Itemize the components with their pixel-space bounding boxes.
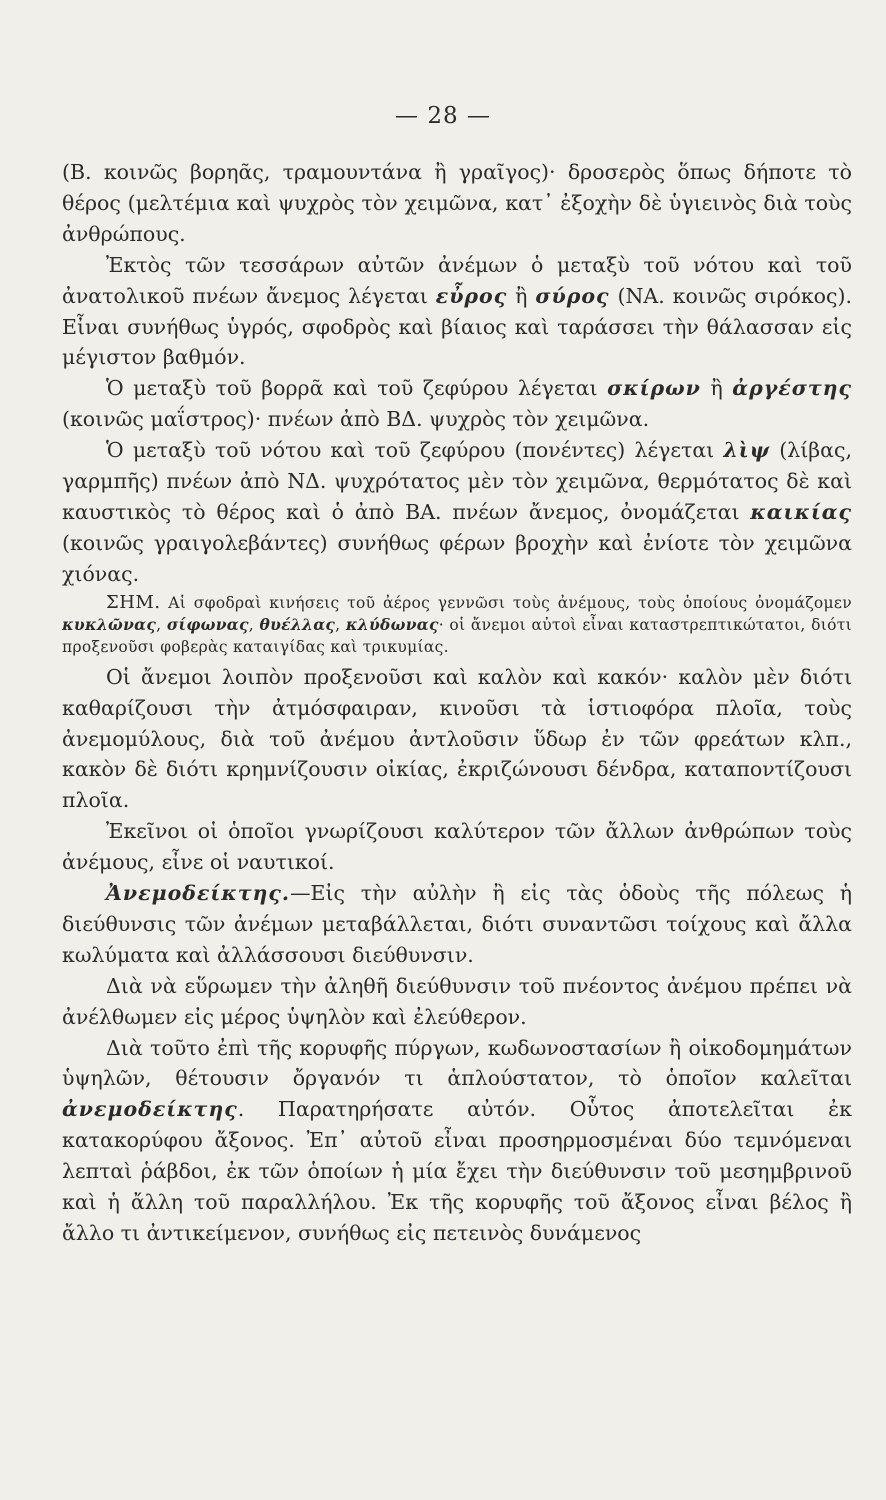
paragraph-text: ἢ <box>507 283 536 308</box>
footnote <box>62 592 852 658</box>
note-text-segment: , <box>335 615 346 634</box>
paragraph-p5 <box>62 662 852 817</box>
bold-term: καικίας <box>750 499 852 524</box>
paragraph-p2 <box>62 250 852 374</box>
note-text-segment: , <box>156 615 167 634</box>
paragraph-text: . Παρατηρήσατε αὐτόν. Οὗτος ἀποτελεῖται ἐκ κατακορύφου ἄξονος. Ἐπ᾽ αὐτοῦ εἶναι προσηρμοσμέναι δύο τεμνόμεναι λεπταὶ ῥάβδοι, ἐκ τῶν ὁποίων ἡ μία ἔχει τὴν διεύθυνσιν τοῦ μεσημβρινοῦ καὶ ἡ ἄλλη τοῦ παραλλήλου. Ἐκ τῆς κορυφῆς τοῦ ἄξονος εἶναι βέλος ἢ ἄλλο τι ἀντικείμενον, συνήθως εἰς πετεινὸς δυνάμενος <box>62 1097 852 1245</box>
paragraphs-after-note <box>62 662 852 1249</box>
paragraph-text: Διὰ τοῦτο ἐπὶ τῆς κορυφῆς πύργων, κωδωνοστασίων ἢ οἰκοδομημάτων ὑψηλῶν, θέτουσιν ὄργανόν τι ἁπλούστατον, τὸ ὁποῖον καλεῖται <box>62 1035 852 1091</box>
note-label: ΣΗΜ. <box>106 591 161 613</box>
paragraph-p9 <box>62 1033 852 1249</box>
paragraph-text: ἢ <box>700 376 733 401</box>
note-bold-term: κυκλῶνας <box>62 614 157 634</box>
paragraph-p8 <box>62 971 852 1033</box>
bold-term: σκίρων <box>607 376 701 401</box>
note-bold-term: σίφωνας <box>166 614 249 634</box>
paragraph-text: (ΝΑ. κοινῶς σιρόκος). Εἶναι συνήθως ὑγρός, σφοδρὸς καὶ βίαιος καὶ ταράσσει τὴν θάλασσαν εἰς μέγιστον βαθμόν. <box>62 283 852 370</box>
note-text <box>62 591 852 656</box>
page-body <box>62 157 852 1249</box>
paragraph-text: (λίβας, γαρμπῆς) πνέων ἀπὸ ΝΔ. ψυχρότατος μὲν τὸν χειμῶνα, θερμότατος δὲ καὶ καυστικὸς τὸ θέρος καὶ ὁ ἀπὸ ΒΑ. πνέων ἄνεμος, ὀνομάζεται <box>62 438 852 524</box>
paragraph-p4 <box>62 435 852 590</box>
paragraph-text: —Εἰς τὴν αὐλὴν ἢ εἰς τὰς ὁδοὺς τῆς πόλεως ἡ διεύθυνσις τῶν ἀνέμων μεταβάλλεται, διότι συναντῶσι τοίχους καὶ ἄλλα κωλύματα καὶ ἀλλάσσουσι διεύθυνσιν. <box>62 881 852 967</box>
bold-term: σύρος <box>535 283 610 308</box>
paragraph-p6 <box>62 816 852 878</box>
paragraph-p1 <box>62 157 852 250</box>
paragraph-text: Ἐκτὸς τῶν τεσσάρων αὐτῶν ἀνέμων ὁ μεταξὺ τοῦ νότου καὶ τοῦ ἀνατολικοῦ πνέων ἄνεμος λέγεται <box>62 252 852 308</box>
note-text-segment: Αἱ σφοδραὶ κινήσεις τοῦ ἀέρος γεννῶσι τοὺς ἀνέμους, τοὺς ὁποίους ὀνομάζομεν <box>160 593 852 612</box>
paragraphs-before-note <box>62 157 852 590</box>
paragraph-text: Ὁ μεταξὺ τοῦ βορρᾶ καὶ τοῦ ζεφύρου λέγεται <box>106 376 608 401</box>
paragraph-text: Οἱ ἄνεμοι λοιπὸν προξενοῦσι καὶ καλὸν καὶ κακόν· καλὸν μὲν διότι καθαρίζουσι τὴν ἀτμόσφαιραν, κινοῦσι τὰ ἱστιοφόρα πλοῖα, τοὺς ἀνεμομύλους, διὰ τοῦ ἀνέμου ἀντλοῦσιν ὕδωρ ἐν τῶν φρεάτων κλπ., κακὸν δὲ διότι κρημνίζουσιν οἰκίας, ἐκριζώνουσι δένδρα, καταποντίζουσι πλοῖα. <box>62 664 852 813</box>
paragraph-text: (κοινῶς γραιγολεβάντες) συνήθως φέρων βροχὴν καὶ ἐνίοτε τὸν χειμῶνα χιόνας. <box>62 530 852 586</box>
note-text-segment: , <box>248 615 260 634</box>
page-number: — 28 — <box>395 103 491 129</box>
note-bold-term: θυέλλας <box>259 614 336 634</box>
bold-term: Ἀνεμοδείκτης. <box>106 881 291 906</box>
bold-term: ἀνεμοδείκτης <box>62 1097 238 1122</box>
paragraph-text: Διὰ νὰ εὕρωμεν τὴν ἀληθῆ διεύθυνσιν τοῦ πνέοντος ἀνέμου πρέπει νὰ ἀνέλθωμεν εἰς μέρος ὑψηλὸν καὶ ἐλεύθερον. <box>62 973 852 1029</box>
note-text-segment: · οἱ ἄνεμοι αὐτοὶ εἶναι καταστρεπτικώτατοι, διότι προξενοῦσι φοβερὰς καταιγίδας καὶ τρικυμίας. <box>62 615 852 656</box>
paragraph-text: Ἐκεῖνοι οἱ ὁποῖοι γνωρίζουσι καλύτερον τῶν ἄλλων ἀνθρώπων τοὺς ἀνέμους, εἶνε οἱ ναυτικοί. <box>62 819 852 875</box>
paragraph-p7 <box>62 878 852 971</box>
paragraph-text: (Β. κοινῶς βορηᾶς, τραμουντάνα ἢ γραῖγος)· δροσερὸς ὅπως δήποτε τὸ θέρος (μελτέμια καὶ ψυχρὸς τὸν χειμῶνα, κατ᾽ ἐξοχὴν δὲ ὑγιεινὸς διὰ τοὺς ἀνθρώπους. <box>62 160 852 246</box>
bold-term: λὶψ <box>723 438 771 463</box>
paragraph-text: Ὁ μεταξὺ τοῦ νότου καὶ τοῦ ζεφύρου (πονέντες) λέγεται <box>106 438 724 463</box>
paragraph-text: (κοινῶς μαΐστρος)· πνέων ἀπὸ ΒΔ. ψυχρὸς τὸν χειμῶνα. <box>62 407 650 432</box>
paragraph-p3 <box>62 373 852 435</box>
bold-term: ἀργέστης <box>732 376 852 401</box>
note-bold-term: κλύδωνας <box>345 614 439 634</box>
bold-term: εὖρος <box>435 283 508 308</box>
